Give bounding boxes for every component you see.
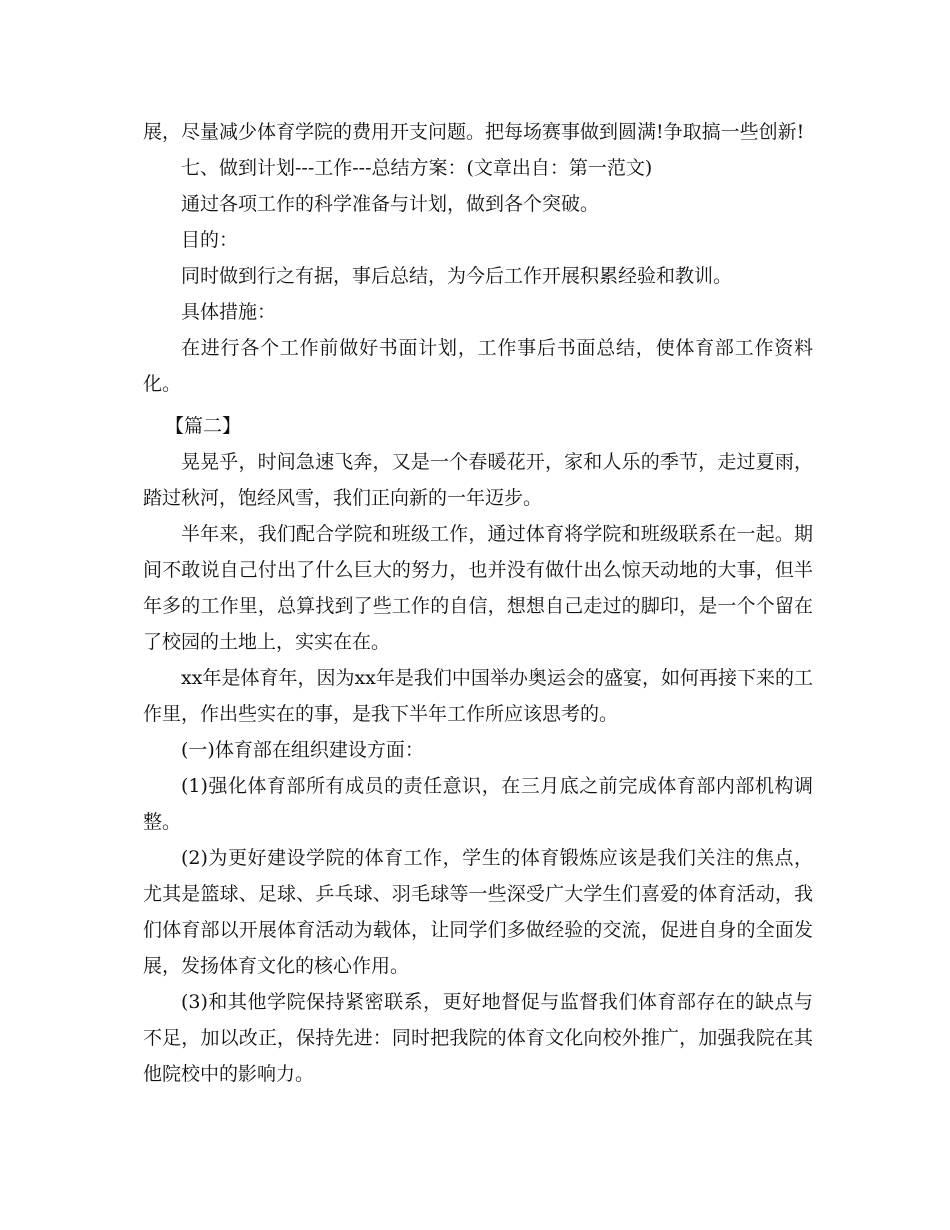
paragraph-sports-year: xx年是体育年，因为xx年是我们中国举办奥运会的盛宴，如何再接下来的工作里，作出些实在的事，是我下半年工作所应该思考的。 xyxy=(143,667,813,725)
paragraph-plan-heading: 七、做到计划---工作---总结方案：(文章出自：第一范文) xyxy=(181,157,653,179)
document-body xyxy=(143,114,813,1092)
paragraph-purpose-text: 同时做到行之有据，事后总结，为今后工作开展积累经验和教训。 xyxy=(181,265,733,287)
paragraph-measures-label: 具体措施： xyxy=(181,301,277,323)
paragraph-half-year-review: 半年来，我们配合学院和班级工作，通过体育将学院和班级联系在一起。期间不敢说自己付出了什么巨大的努力，也并没有做什出么惊天动地的大事，但半年多的工作里，总算找到了些工作的自信，想想自己走过的脚印，是一个个留在了校园的土地上，实实在在。 xyxy=(143,523,813,653)
section-heading-part-two: 【篇二】 xyxy=(165,415,242,437)
paragraph-measures-text: 在进行各个工作前做好书面计划，工作事后书面总结，使体育部工作资料化。 xyxy=(143,337,813,395)
paragraph-time-passing: 晃晃乎，时间急速飞奔，又是一个春暖花开，家和人乐的季节，走过夏雨，踏过秋河，饱经风雪，我们正向新的一年迈步。 xyxy=(143,451,813,509)
paragraph-fee-reduction: 展，尽量减少体育学院的费用开支问题。把每场赛事做到圆满!争取搞一些创新! xyxy=(143,121,805,143)
paragraph-plan-intro: 通过各项工作的科学准备与计划，做到各个突破。 xyxy=(181,193,600,215)
paragraph-item-2: (2)为更好建设学院的体育工作，学生的体育锻炼应该是我们关注的焦点，尤其是篮球、足球、乒乓球、羽毛球等一些深受广大学生们喜爱的体育活动，我们体育部以开展体育活动为载体，让同学们多做经验的交流，促进自身的全面发展，发扬体育文化的核心作用。 xyxy=(143,847,813,977)
paragraph-item-3: (3)和其他学院保持紧密联系，更好地督促与监督我们体育部存在的缺点与不足，加以改正，保持先进：同时把我院的体育文化向校外推广，加强我院在其他院校中的影响力。 xyxy=(143,991,813,1085)
paragraph-organization-heading: (一)体育部在组织建设方面： xyxy=(181,739,424,761)
paragraph-item-1: (1)强化体育部所有成员的责任意识，在三月底之前完成体育部内部机构调整。 xyxy=(143,775,813,833)
paragraph-purpose-label: 目的： xyxy=(181,229,239,251)
